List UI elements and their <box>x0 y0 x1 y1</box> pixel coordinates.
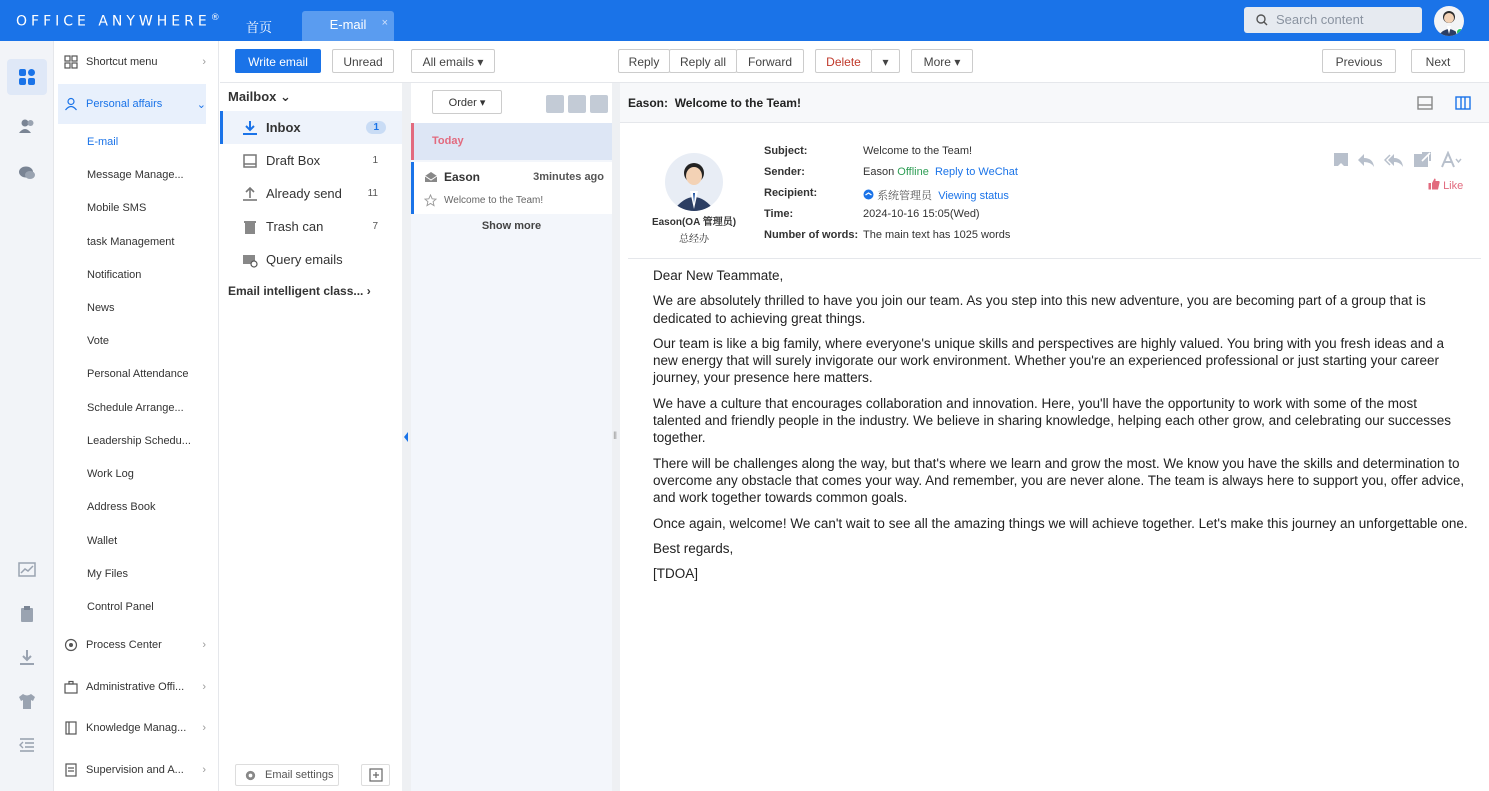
more-dropdown[interactable]: More ▾ <box>911 49 973 73</box>
menu-administrative[interactable]: Administrative Offi... › <box>58 667 206 707</box>
recipient-label: Recipient: <box>764 187 818 199</box>
menu-process-center[interactable]: Process Center › <box>58 625 206 665</box>
menu-item-schedule[interactable]: Schedule Arrange... <box>87 402 184 414</box>
folder-already-send[interactable]: Already send 11 <box>220 177 402 210</box>
thumbs-up-icon <box>1428 178 1440 190</box>
add-note-icon <box>369 768 383 782</box>
reply-wechat-link[interactable]: Reply to WeChat <box>934 166 1018 178</box>
chart-icon <box>18 561 36 579</box>
folder-inbox[interactable]: Inbox 1 <box>220 111 402 144</box>
apps-grid-icon <box>18 68 36 86</box>
theme-rail-button[interactable] <box>7 683 47 719</box>
apps-rail-button[interactable] <box>7 59 47 95</box>
menu-item-notification[interactable]: Notification <box>87 269 142 281</box>
reply-icon[interactable] <box>1356 151 1376 169</box>
sender-status: Offline <box>897 166 929 178</box>
left-rail <box>0 41 54 791</box>
tab-home[interactable]: 首页 <box>245 20 272 35</box>
folder-count: 1 <box>372 155 378 166</box>
group-header-today: Today <box>411 123 612 160</box>
words-label: Number of words: <box>764 229 859 241</box>
menu-item-mobile-sms[interactable]: Mobile SMS <box>87 202 147 214</box>
upload-icon <box>242 186 258 202</box>
header-divider <box>628 258 1481 259</box>
menu-item-task[interactable]: task Management <box>87 236 175 248</box>
bookmark-icon[interactable] <box>1332 151 1350 169</box>
chevron-right-icon: › <box>202 681 206 693</box>
menu-item-my-files[interactable]: My Files <box>87 568 128 580</box>
reading-pane <box>620 83 1489 791</box>
unread-button[interactable]: Unread <box>332 49 394 73</box>
mail-subject: Welcome to the Team! <box>444 195 544 206</box>
menu-item-news[interactable]: News <box>87 302 115 314</box>
delete-dropdown-button[interactable]: ▾ <box>871 49 900 73</box>
download-icon <box>18 648 36 666</box>
pane-splitter-left[interactable] <box>402 83 411 791</box>
menu-item-leadership[interactable]: Leadership Schedu... <box>87 435 191 447</box>
clipboard-rail-button[interactable] <box>7 596 47 632</box>
body-paragraph: Best regards, <box>653 540 734 556</box>
body-paragraph: We have a culture that encourages collaboration and innovation. Here, you'll have the opportunity to work with some of the most talented and friendly people in the industry. We believe in sharing knowledge, helping each other grow, and celebrating our successes together. <box>653 395 1452 446</box>
message-title: Eason: Welcome to the Team! <box>628 96 801 110</box>
contacts-rail-button[interactable] <box>7 108 47 144</box>
folder-query[interactable]: Query emails <box>220 243 402 276</box>
unread-count-badge: 1 <box>366 121 386 134</box>
app-logo[interactable]: OFFICE ANYWHERE® <box>16 13 220 30</box>
chevron-down-icon: ⌄ <box>196 99 206 111</box>
forward-icon[interactable] <box>1413 151 1433 169</box>
chat-rail-button[interactable] <box>7 155 47 191</box>
body-paragraph: [TDOA] <box>653 566 699 582</box>
person-icon <box>64 97 78 111</box>
close-tab-icon[interactable]: × <box>381 17 388 29</box>
email-intelligent-classification[interactable]: Email intelligent class... › <box>228 284 371 298</box>
list-search-icon[interactable] <box>546 95 564 113</box>
body-paragraph: There will be challenges along the way, but that's where we learn and grow the most. We know you have the skills and determination to overcome any obstacle that comes your way. And remember, you are never alone. The team is always here to support you, offer advice, and work together towards common goals. <box>653 455 1465 506</box>
menu-shortcut[interactable]: Shortcut menu › <box>58 42 206 82</box>
body-paragraph: Our team is like a big family, where everyone's unique skills and perspectives are highly valued. You bring with you fresh ideas and a new energy that will surely invigorate our work environment. Whether you're an experienced professional or just starting your career journey, your presence here matters. <box>653 335 1445 386</box>
view-vertical-icon[interactable] <box>1453 94 1473 112</box>
words-value: The main text has 1025 words <box>863 229 1011 241</box>
refresh-icon[interactable] <box>568 95 586 113</box>
message-body <box>653 267 1468 590</box>
document-check-icon <box>64 763 78 777</box>
sender-department: 总经办 <box>679 234 709 245</box>
mail-time: 3minutes ago <box>533 171 604 183</box>
menu-item-message[interactable]: Message Manage... <box>87 169 184 181</box>
order-dropdown[interactable]: Order ▾ <box>432 90 502 114</box>
subject-label: Subject: <box>764 145 808 157</box>
body-paragraph: Once again, welcome! We can't wait to see all the amazing things we will achieve together. Let's make this journey an unforgettable one. <box>653 515 1468 531</box>
menu-knowledge[interactable]: Knowledge Manag... › <box>58 708 206 748</box>
subject-value: Welcome to the Team! <box>863 145 973 157</box>
draft-icon <box>242 153 258 169</box>
email-toolbar <box>220 41 1489 83</box>
chevron-right-icon: › <box>366 284 371 298</box>
recipient-name[interactable]: 系统管理员 <box>877 190 933 202</box>
user-avatar[interactable] <box>1434 6 1464 36</box>
mailbox-heading[interactable]: Mailbox ⌄ <box>228 89 291 104</box>
recipient-value <box>863 187 1009 203</box>
folder-count: 11 <box>367 188 378 199</box>
pane-splitter-right[interactable] <box>612 83 620 791</box>
menu-personal-affairs[interactable]: Personal affairs ⌄ <box>58 84 206 124</box>
menu-item-wallet[interactable]: Wallet <box>87 535 118 547</box>
reply-all-button[interactable]: Reply all <box>669 49 737 73</box>
clipboard-icon <box>18 605 36 623</box>
recipient-avatar-icon <box>863 189 874 200</box>
process-icon <box>64 638 78 652</box>
tab-email[interactable]: E-mail × <box>302 11 394 41</box>
menu-item-email[interactable]: E-mail <box>87 136 119 148</box>
shortcut-grid-icon <box>64 55 78 69</box>
shirt-icon <box>18 692 36 710</box>
trash-icon <box>242 219 258 235</box>
select-all-icon[interactable] <box>590 95 608 113</box>
next-button[interactable]: Next <box>1411 49 1465 73</box>
font-size-icon[interactable] <box>1440 151 1462 169</box>
forward-button[interactable]: Forward <box>736 49 804 73</box>
collapse-rail-button[interactable] <box>7 727 47 763</box>
menu-item-control-panel[interactable]: Control Panel <box>87 601 154 613</box>
sender-name: Eason(OA 管理员) <box>651 217 737 228</box>
chat-icon <box>18 164 36 182</box>
query-mail-icon <box>242 252 258 268</box>
inbox-icon <box>242 120 258 136</box>
sender-label: Sender: <box>764 166 805 178</box>
mailbox-pane <box>220 83 402 791</box>
top-bar <box>0 0 1489 41</box>
envelope-open-icon <box>424 171 438 183</box>
search-input[interactable]: Search content <box>1244 7 1422 33</box>
write-email-button[interactable]: Write email <box>235 49 321 73</box>
sender-avatar[interactable] <box>665 153 723 211</box>
star-icon[interactable] <box>424 194 437 207</box>
time-value: 2024-10-16 15:05(Wed) <box>863 208 980 220</box>
all-emails-dropdown[interactable]: All emails ▾ <box>411 49 495 73</box>
add-folder-button[interactable] <box>361 764 390 786</box>
reply-all-icon[interactable] <box>1384 151 1404 169</box>
download-rail-button[interactable] <box>7 639 47 675</box>
show-more-link[interactable]: Show more <box>481 220 542 232</box>
menu-supervision[interactable]: Supervision and A... › <box>58 750 206 790</box>
time-label: Time: <box>764 208 794 220</box>
body-paragraph: Dear New Teammate, <box>653 268 784 283</box>
message-title-bar <box>620 83 1489 123</box>
folder-draft[interactable]: Draft Box 1 <box>220 144 402 177</box>
reply-button[interactable]: Reply <box>618 49 670 73</box>
folder-count: 7 <box>372 221 378 232</box>
menu-item-attendance[interactable]: Personal Attendance <box>87 368 189 380</box>
list-tools <box>411 83 612 123</box>
mail-list-pane <box>411 83 612 791</box>
collapse-menu-icon <box>18 736 36 754</box>
chevron-right-icon: › <box>202 722 206 734</box>
email-settings-button[interactable]: Email settings <box>235 764 339 786</box>
chevron-right-icon: › <box>202 639 206 651</box>
chevron-down-icon: ⌄ <box>280 89 291 104</box>
viewing-status-link[interactable]: Viewing status <box>938 190 1009 202</box>
menu-item-vote[interactable]: Vote <box>87 335 110 347</box>
chevron-right-icon: › <box>202 764 206 776</box>
briefcase-icon <box>64 680 78 694</box>
mail-from: Eason <box>444 170 481 184</box>
sender-value <box>863 166 1018 178</box>
book-icon <box>64 721 78 735</box>
drag-handle-icon: ‖ <box>613 431 618 442</box>
chevron-right-icon: › <box>202 56 206 68</box>
collapse-left-icon <box>402 431 411 443</box>
folder-trash[interactable]: Trash can 7 <box>220 210 402 243</box>
online-status-dot <box>1456 28 1464 36</box>
previous-button[interactable]: Previous <box>1322 49 1396 73</box>
search-icon <box>1256 14 1268 26</box>
side-menu <box>54 41 219 791</box>
body-paragraph: We are absolutely thrilled to have you join our team. As you step into this new adventure, you are becoming part of a group that is dedicated to achieving great things. <box>653 293 1426 326</box>
menu-item-address-book[interactable]: Address Book <box>87 501 156 513</box>
like-button[interactable]: Like <box>1428 178 1463 192</box>
gear-icon <box>244 769 257 782</box>
contacts-icon <box>18 117 36 135</box>
chart-rail-button[interactable] <box>7 552 47 588</box>
sender-value-name[interactable]: Eason <box>863 166 895 178</box>
mail-list-item[interactable] <box>411 162 612 214</box>
delete-button[interactable]: Delete <box>815 49 872 73</box>
view-horizontal-icon[interactable] <box>1415 94 1435 112</box>
menu-item-work-log[interactable]: Work Log <box>87 468 134 480</box>
